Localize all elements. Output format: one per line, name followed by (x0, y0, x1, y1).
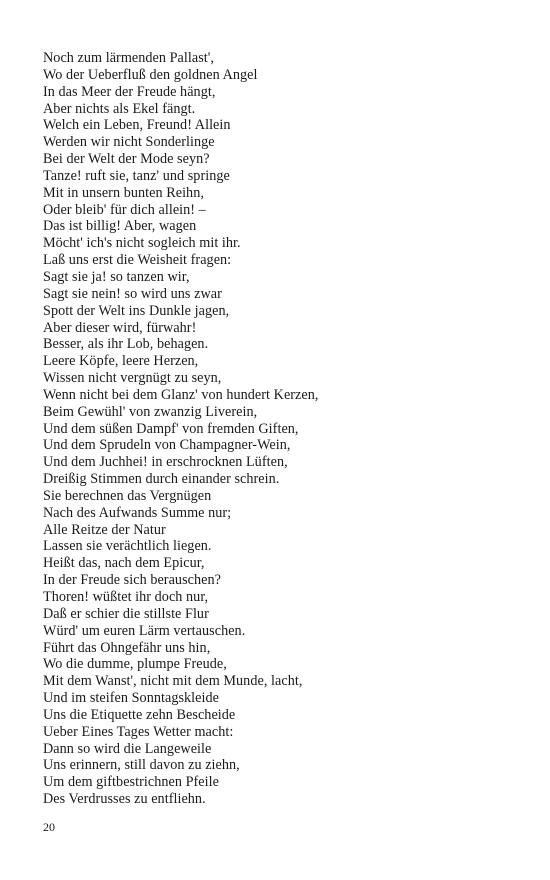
poem-line: Besser, als ihr Lob, behagen. (43, 336, 209, 353)
poem-line: Des Verdrusses zu entfliehn. (43, 791, 206, 808)
poem-line: Und dem Juchhei! in erschrocknen Lüften, (43, 454, 288, 471)
poem-line: Bei der Welt der Mode seyn? (43, 151, 210, 168)
poem-line: Und dem Sprudeln von Champagner-Wein, (43, 437, 291, 454)
poem-line: Dreißig Stimmen durch einander schrein. (43, 471, 280, 488)
poem-line: Sagt sie nein! so wird uns zwar (43, 285, 222, 302)
poem-line: Aber nichts als Ekel fängt. (43, 100, 196, 117)
poem-line: Heißt das, nach dem Epicur, (43, 555, 205, 572)
poem-line: Mit dem Wanst', nicht mit dem Munde, lacht, (43, 673, 303, 690)
poem-line: Laß uns erst die Weisheit fragen: (43, 252, 232, 269)
poem-line: Sagt sie ja! so tanzen wir, (43, 268, 190, 285)
poem-line: Welch ein Leben, Freund! Allein (43, 117, 231, 134)
page-number: 20 (43, 820, 55, 834)
poem-line: Würd' um euren Lärm vertauschen. (43, 622, 246, 639)
poem-line: Ueber Eines Tages Wetter macht: (43, 723, 234, 740)
poem-text (43, 50, 523, 808)
poem-line: Oder bleib' für dich allein! – (43, 201, 206, 218)
poem-line: Aber dieser wird, fürwahr! (43, 319, 197, 336)
poem-line: Sie berechnen das Vergnügen (43, 487, 212, 504)
poem-line: Dann so wird die Langeweile (43, 740, 212, 757)
poem-line: Uns erinnern, still davon zu ziehn, (43, 757, 240, 774)
poem-line: Daß er schier die stillste Flur (43, 605, 209, 622)
poem-line: Wissen nicht vergnügt zu seyn, (43, 370, 222, 387)
poem-line: Wo der Ueberfluß den goldnen Angel (43, 66, 258, 83)
poem-line: Und im steifen Sonntagskleide (43, 690, 220, 707)
poem-line: Wo die dumme, plumpe Freude, (43, 656, 227, 673)
poem-line: In der Freude sich berauschen? (43, 572, 221, 589)
poem-line: Leere Köpfe, leere Herzen, (43, 353, 199, 370)
poem-line: Lassen sie verächtlich liegen. (43, 538, 212, 555)
poem-line: Uns die Etiquette zehn Bescheide (43, 706, 236, 723)
poem-line: Beim Gewühl' von zwanzig Liverein, (43, 403, 258, 420)
poem-line: Mit in unsern bunten Reihn, (43, 184, 204, 201)
poem-line: In das Meer der Freude hängt, (43, 83, 216, 100)
poem-line: Spott der Welt ins Dunkle jagen, (43, 302, 230, 319)
poem-line: Werden wir nicht Sonderlinge (43, 134, 215, 151)
poem-line: Noch zum lärmenden Pallast', (43, 50, 215, 66)
poem-line: Nach des Aufwands Summe nur; (43, 504, 232, 521)
poem-line: Um dem giftbestrichnen Pfeile (43, 774, 219, 791)
poem-line: Tanze! ruft sie, tanz' und springe (43, 167, 230, 184)
poem-line: Das ist billig! Aber, wagen (43, 218, 197, 235)
poem-line: Und dem süßen Dampf' von fremden Giften, (43, 420, 299, 437)
poem-line: Alle Reitze der Natur (43, 521, 166, 538)
poem-line: Wenn nicht bei dem Glanz' von hundert Kerzen, (43, 386, 319, 403)
poem-line: Führt das Ohngefähr uns hin, (43, 639, 211, 656)
poem-line: Thoren! wüßtet ihr doch nur, (43, 589, 209, 605)
poem-line: Möcht' ich's nicht sogleich mit ihr. (43, 235, 241, 252)
